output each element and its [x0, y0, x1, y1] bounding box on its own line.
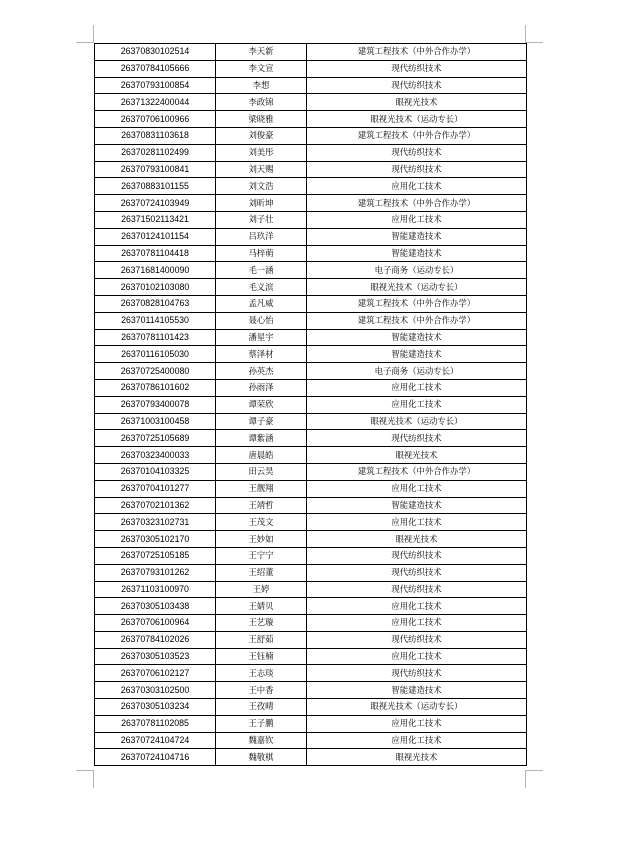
- major-cell: 应用化工技术: [307, 715, 527, 732]
- student-name-cell: 谭子豪: [216, 413, 307, 430]
- exam-number-cell: 26370793101262: [95, 564, 216, 581]
- exam-number-cell: 26371322400044: [95, 94, 216, 111]
- student-name-cell: 田云昊: [216, 463, 307, 480]
- exam-number-cell: 26370305102170: [95, 531, 216, 548]
- student-name-cell: 梁晓雅: [216, 111, 307, 128]
- student-name-cell: 毛义滨: [216, 279, 307, 296]
- major-cell: 现代纺织技术: [307, 564, 527, 581]
- table-row: [95, 631, 527, 648]
- major-cell: 应用化工技术: [307, 615, 527, 632]
- student-name-cell: 魏嘉钦: [216, 732, 307, 749]
- student-name-cell: 吕玖洋: [216, 228, 307, 245]
- student-name-cell: 王靓翔: [216, 480, 307, 497]
- exam-number-cell: 26370702101362: [95, 497, 216, 514]
- table-row: [95, 497, 527, 514]
- table-row: [95, 615, 527, 632]
- table-row: [95, 430, 527, 447]
- exam-number-cell: 26370724104724: [95, 732, 216, 749]
- exam-number-cell: 26370303102500: [95, 682, 216, 699]
- table-row: [95, 648, 527, 665]
- major-cell: 现代纺织技术: [307, 161, 527, 178]
- major-cell: 眼视光技术: [307, 94, 527, 111]
- admission-list-table: [94, 43, 527, 766]
- table-row: [95, 732, 527, 749]
- exam-number-cell: 26370883101155: [95, 178, 216, 195]
- table-row: [95, 531, 527, 548]
- table-row: [95, 699, 527, 716]
- exam-number-cell: 26370305103234: [95, 699, 216, 716]
- major-cell: 应用化工技术: [307, 379, 527, 396]
- major-cell: 建筑工程技术（中外合作办学）: [307, 312, 527, 329]
- student-name-cell: 魏敬棋: [216, 749, 307, 766]
- table-row: [95, 211, 527, 228]
- student-name-cell: 王宁宁: [216, 547, 307, 564]
- major-cell: 现代纺织技术: [307, 547, 527, 564]
- table-row: [95, 547, 527, 564]
- table-row: [95, 581, 527, 598]
- table-row: [95, 195, 527, 212]
- major-cell: 智能建造技术: [307, 329, 527, 346]
- exam-number-cell: 26370124101154: [95, 228, 216, 245]
- major-cell: 智能建造技术: [307, 682, 527, 699]
- table-row: [95, 564, 527, 581]
- crop-mark-bottom-left-h: [76, 770, 94, 771]
- student-name-cell: 王婷: [216, 581, 307, 598]
- student-name-cell: 王茂文: [216, 514, 307, 531]
- student-name-cell: 王子鹏: [216, 715, 307, 732]
- student-name-cell: 李文宣: [216, 60, 307, 77]
- table-row: [95, 312, 527, 329]
- exam-number-cell: 26370323400033: [95, 447, 216, 464]
- student-name-cell: 王妙如: [216, 531, 307, 548]
- exam-number-cell: 26370114105530: [95, 312, 216, 329]
- table-row: [95, 346, 527, 363]
- major-cell: 眼视光技术: [307, 531, 527, 548]
- student-name-cell: 刘俊豪: [216, 127, 307, 144]
- exam-number-cell: 26370784105666: [95, 60, 216, 77]
- student-name-cell: 孙雨泽: [216, 379, 307, 396]
- exam-number-cell: 26370281102499: [95, 144, 216, 161]
- student-name-cell: 王孜晴: [216, 699, 307, 716]
- major-cell: 建筑工程技术（中外合作办学）: [307, 195, 527, 212]
- exam-number-cell: 26370305103438: [95, 598, 216, 615]
- exam-number-cell: 26371681400090: [95, 262, 216, 279]
- table-row: [95, 665, 527, 682]
- exam-number-cell: 26370706100966: [95, 111, 216, 128]
- exam-number-cell: 26370725400080: [95, 363, 216, 380]
- major-cell: 眼视光技术（运动专长）: [307, 279, 527, 296]
- table-row: [95, 379, 527, 396]
- student-name-cell: 李政锦: [216, 94, 307, 111]
- student-name-cell: 谭荣欣: [216, 396, 307, 413]
- exam-number-cell: 26370323102731: [95, 514, 216, 531]
- student-name-cell: 王婧贝: [216, 598, 307, 615]
- exam-number-cell: 26370830102514: [95, 44, 216, 61]
- exam-number-cell: 26371502113421: [95, 211, 216, 228]
- major-cell: 现代纺织技术: [307, 144, 527, 161]
- student-name-cell: 王艺璇: [216, 615, 307, 632]
- crop-mark-bottom-right-v: [525, 770, 526, 788]
- exam-number-cell: 26370724103949: [95, 195, 216, 212]
- table-row: [95, 514, 527, 531]
- table-row: [95, 77, 527, 94]
- student-name-cell: 王钰楠: [216, 648, 307, 665]
- student-name-cell: 蔡泽材: [216, 346, 307, 363]
- major-cell: 建筑工程技术（中外合作办学）: [307, 295, 527, 312]
- crop-mark-top-right-v: [525, 25, 526, 43]
- major-cell: 现代纺织技术: [307, 430, 527, 447]
- exam-number-cell: 26370831103618: [95, 127, 216, 144]
- student-name-cell: 王绍董: [216, 564, 307, 581]
- major-cell: 建筑工程技术（中外合作办学）: [307, 127, 527, 144]
- table-row: [95, 94, 527, 111]
- exam-number-cell: 26370706102127: [95, 665, 216, 682]
- table-row: [95, 127, 527, 144]
- table-row: [95, 178, 527, 195]
- table-row: [95, 413, 527, 430]
- table-row: [95, 44, 527, 61]
- exam-number-cell: 26370828104763: [95, 295, 216, 312]
- student-name-cell: 李天新: [216, 44, 307, 61]
- table-row: [95, 144, 527, 161]
- table-row: [95, 111, 527, 128]
- table-row: [95, 228, 527, 245]
- major-cell: 现代纺织技术: [307, 60, 527, 77]
- major-cell: 智能建造技术: [307, 245, 527, 262]
- student-name-cell: 孙英杰: [216, 363, 307, 380]
- table-row: [95, 279, 527, 296]
- major-cell: 智能建造技术: [307, 228, 527, 245]
- table-row: [95, 295, 527, 312]
- exam-number-cell: 26370305103523: [95, 648, 216, 665]
- major-cell: 眼视光技术（运动专长）: [307, 111, 527, 128]
- crop-mark-top-left-h: [76, 42, 94, 43]
- student-name-cell: 刘昕坤: [216, 195, 307, 212]
- major-cell: 电子商务（运动专长）: [307, 363, 527, 380]
- table-row: [95, 598, 527, 615]
- exam-number-cell: 26370706100964: [95, 615, 216, 632]
- table-row: [95, 60, 527, 77]
- exam-number-cell: 26370793400078: [95, 396, 216, 413]
- student-name-cell: 王中香: [216, 682, 307, 699]
- table-row: [95, 463, 527, 480]
- exam-number-cell: 26370102103080: [95, 279, 216, 296]
- major-cell: 眼视光技术: [307, 447, 527, 464]
- student-name-cell: 王靖哲: [216, 497, 307, 514]
- table-row: [95, 245, 527, 262]
- table-row: [95, 715, 527, 732]
- major-cell: 应用化工技术: [307, 648, 527, 665]
- crop-mark-top-right-h: [525, 42, 543, 43]
- exam-number-cell: 26370725105185: [95, 547, 216, 564]
- table-row: [95, 749, 527, 766]
- student-name-cell: 刘天赐: [216, 161, 307, 178]
- exam-number-cell: 26371103100970: [95, 581, 216, 598]
- major-cell: 应用化工技术: [307, 514, 527, 531]
- crop-mark-top-left-v: [93, 25, 94, 43]
- student-name-cell: 唐晨皓: [216, 447, 307, 464]
- exam-number-cell: 26370786101602: [95, 379, 216, 396]
- student-name-cell: 孟凡威: [216, 295, 307, 312]
- exam-number-cell: 26370784102026: [95, 631, 216, 648]
- table-row: [95, 262, 527, 279]
- table-row: [95, 161, 527, 178]
- major-cell: 眼视光技术: [307, 749, 527, 766]
- student-name-cell: 王志琰: [216, 665, 307, 682]
- major-cell: 智能建造技术: [307, 497, 527, 514]
- major-cell: 眼视光技术（运动专长）: [307, 699, 527, 716]
- major-cell: 电子商务（运动专长）: [307, 262, 527, 279]
- exam-number-cell: 26370793100854: [95, 77, 216, 94]
- exam-number-cell: 26370781102085: [95, 715, 216, 732]
- major-cell: 眼视光技术（运动专长）: [307, 413, 527, 430]
- major-cell: 现代纺织技术: [307, 581, 527, 598]
- exam-number-cell: 26370104103325: [95, 463, 216, 480]
- table-row: [95, 329, 527, 346]
- major-cell: 应用化工技术: [307, 480, 527, 497]
- table-row: [95, 396, 527, 413]
- student-name-cell: 刘文浩: [216, 178, 307, 195]
- exam-number-cell: 26370724104716: [95, 749, 216, 766]
- major-cell: 应用化工技术: [307, 178, 527, 195]
- table-row: [95, 363, 527, 380]
- exam-number-cell: 26370781101423: [95, 329, 216, 346]
- major-cell: 建筑工程技术（中外合作办学）: [307, 463, 527, 480]
- exam-number-cell: 26370725105689: [95, 430, 216, 447]
- major-cell: 现代纺织技术: [307, 77, 527, 94]
- student-name-cell: 刘子壮: [216, 211, 307, 228]
- exam-number-cell: 26370116105030: [95, 346, 216, 363]
- major-cell: 应用化工技术: [307, 211, 527, 228]
- student-name-cell: 李想: [216, 77, 307, 94]
- table-row: [95, 480, 527, 497]
- major-cell: 建筑工程技术（中外合作办学）: [307, 44, 527, 61]
- major-cell: 应用化工技术: [307, 598, 527, 615]
- admission-list-body: [95, 44, 527, 766]
- exam-number-cell: 26371003100458: [95, 413, 216, 430]
- student-name-cell: 刘美彤: [216, 144, 307, 161]
- student-name-cell: 聂心怡: [216, 312, 307, 329]
- major-cell: 应用化工技术: [307, 396, 527, 413]
- student-name-cell: 王舒茹: [216, 631, 307, 648]
- exam-number-cell: 26370793100841: [95, 161, 216, 178]
- table-row: [95, 682, 527, 699]
- exam-number-cell: 26370781104418: [95, 245, 216, 262]
- major-cell: 智能建造技术: [307, 346, 527, 363]
- crop-mark-bottom-right-h: [525, 770, 543, 771]
- student-name-cell: 毛一涵: [216, 262, 307, 279]
- crop-mark-bottom-left-v: [93, 770, 94, 788]
- exam-number-cell: 26370704101277: [95, 480, 216, 497]
- major-cell: 应用化工技术: [307, 732, 527, 749]
- student-name-cell: 谭紫涵: [216, 430, 307, 447]
- student-name-cell: 马梓萌: [216, 245, 307, 262]
- table-row: [95, 447, 527, 464]
- major-cell: 现代纺织技术: [307, 665, 527, 682]
- major-cell: 现代纺织技术: [307, 631, 527, 648]
- student-name-cell: 潘星宇: [216, 329, 307, 346]
